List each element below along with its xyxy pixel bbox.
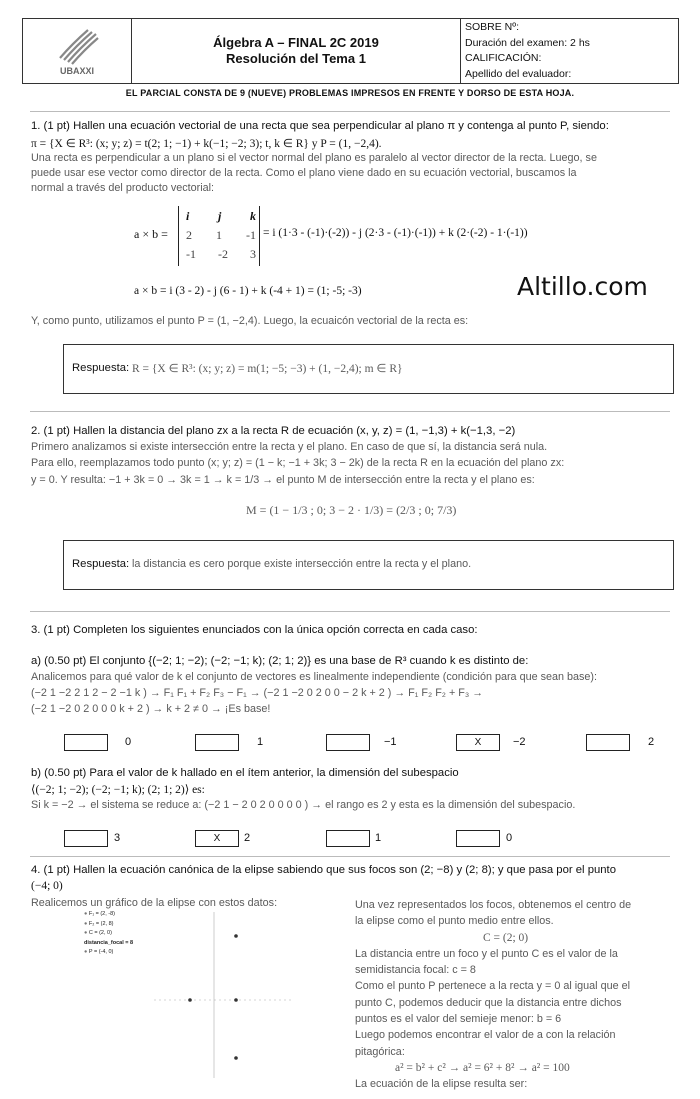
p4-r7: punto C, podemos deducir que la distancia entre dichos	[355, 996, 622, 1009]
p3b-option-box-3[interactable]	[326, 830, 370, 847]
p2-answer-box	[63, 540, 674, 590]
determinant-expansion: = i (1·3 - (-1)·(-2)) - j (2·3 - (-1)·(-1)) + k (2·(-2) - 1·(-1))	[263, 227, 528, 239]
point-p	[188, 998, 192, 1002]
m-r2c2: 1	[216, 228, 222, 242]
p2-explanation-3: y = 0. Y resulta: −1 + 3k = 0 → 3k = 1 → k = 1/3 → el punto M de intersección entre la recta y el plano es:	[31, 474, 535, 486]
p4-question-2: (−4; 0)	[31, 880, 63, 892]
p3a-question: a) (0.50 pt) El conjunto {(−2; 1; −2); (−2; −1; k); (2; 1; 2)} es una base de R³ cuando k es distinto de:	[31, 655, 529, 667]
p3b-option-box-4[interactable]	[456, 830, 500, 847]
graph-plot	[84, 910, 304, 1080]
info-cell	[461, 19, 679, 84]
p2-intersection-point: M = (1 − 1/3 ; 0; 3 − 2 · 1/3) = (2/3 ; 0; 7/3)	[246, 503, 457, 517]
p1-explanation-3: normal a través del producto vectorial:	[31, 182, 215, 194]
p1-explanation-1: Una recta es perpendicular a un plano si el vector normal del plano es paralelo al vector director de la recta. Luego, se	[31, 152, 597, 164]
p4-r1: Una vez representados los focos, obtenemos el centro de	[355, 899, 632, 911]
p3a-option-label-3: −1	[384, 736, 397, 748]
p3b-question-1: b) (0.50 pt) Para el valor de k hallado en el ítem anterior, la dimensión del subespacio	[31, 767, 459, 779]
legend-c: ● C = (2, 0)	[84, 930, 112, 936]
cross-product-result: a × b = i (3 - 2) - j (6 - 1) + k (-4 + 1) = (1; -5; -3)	[134, 285, 362, 297]
p4-r5: semidistancia focal: c = 8	[355, 964, 476, 977]
exam-title: Álgebra A – FINAL 2C 2019	[213, 35, 379, 50]
p3a-explanation-3: (−2 1 −2 0 2 0 0 0 k + 2 ) → k + 2 ≠ 0 → ¡Es base!	[31, 703, 271, 715]
p3b-option-label-1: 3	[114, 832, 121, 844]
p3b-question-2: ⟨(−2; 1; −2); (−2; −1; k); (2; 1; 2)⟩ es:	[31, 784, 205, 796]
info-duracion: Duración del examen: 2 hs	[465, 36, 590, 49]
m-r3c3: 3	[250, 247, 256, 261]
ellipse-graph	[84, 910, 304, 1080]
legend-distance: distancia_focal = 8	[84, 939, 134, 946]
m-r2c3: -1	[246, 228, 256, 242]
p4-question-1: 4. (1 pt) Hallen la ecuación canónica de la elipse sabiendo que sus focos son (2; −8) y (2; 8); y que pasa por el punto	[31, 864, 616, 876]
p1-answer-label: Respuesta:	[72, 362, 130, 374]
m-r1c2: j	[218, 209, 222, 223]
p3a-option-label-5: 2	[648, 736, 655, 748]
divider	[30, 856, 670, 857]
exam-header	[22, 18, 679, 84]
point-f1	[234, 1056, 238, 1060]
legend-f1: ● F₁ = (2, -8)	[84, 911, 116, 917]
p3a-option-label-4: −2	[513, 736, 526, 748]
watermark: Altillo.com	[517, 272, 648, 301]
divider	[30, 111, 670, 112]
legend-p: ● P = (-4, 0)	[84, 949, 114, 955]
p3b-explanation: Si k = −2 → el sistema se reduce a: (−2 1 − 2 0 2 0 0 0 0 ) → el rango es 2 y esta es la dimensión del subespacio.	[31, 799, 576, 811]
p1-question-line2: π = {X ∈ R³: (x; y; z) = t(2; 1; −1) + k(−1; −2; 3); t, k ∈ R} y P = (1, −2,4).	[31, 138, 382, 150]
p3a-option-box-4[interactable]: X	[456, 734, 500, 751]
p1-answer: R = {X ∈ R³: (x; y; z) = m(1; −5; −3) + (1, −2,4); m ∈ R}	[132, 363, 403, 375]
p3b-option-box-1[interactable]	[64, 830, 108, 847]
determinant-matrix	[186, 207, 256, 264]
p1-question-line1: 1. (1 pt) Hallen una ecuación vectorial de una recta que sea perpendicular al plano π y contenga al punto P, siendo:	[31, 120, 609, 132]
info-calificacion: CALIFICACIÓN:	[465, 52, 542, 64]
p3a-option-box-1[interactable]	[64, 734, 108, 751]
p1-explanation-4: Y, como punto, utilizamos el punto P = (1, −2,4). Luego, la ecuaicón vectorial de la recta es:	[31, 315, 469, 327]
point-c	[234, 998, 238, 1002]
exam-subtitle: Resolución del Tema 1	[226, 51, 366, 66]
logo-text: UBAXXI	[59, 65, 95, 76]
p3a-option-label-2: 1	[257, 736, 264, 748]
divider	[30, 611, 670, 612]
p4-r3: C = (2; 0)	[483, 931, 529, 944]
p3-question: 3. (1 pt) Completen los siguientes enunciados con la única opción correcta en cada caso:	[31, 624, 478, 636]
p3a-option-box-2[interactable]	[195, 734, 239, 751]
info-sobre: SOBRE Nº:	[465, 21, 520, 33]
p4-left-intro: Realicemos un gráfico de la elipse con estos datos:	[31, 897, 278, 909]
p3a-option-box-3[interactable]	[326, 734, 370, 751]
divider	[30, 411, 670, 412]
m-r2c1: 2	[186, 228, 192, 242]
p3b-option-box-2[interactable]: X	[195, 830, 239, 847]
p4-r6: Como el punto P pertenece a la recta y = 0 al igual que el	[355, 980, 630, 993]
p3a-option-box-5[interactable]	[586, 734, 630, 751]
p4-r2: la elipse como el punto medio entre ellos.	[355, 915, 554, 928]
p4-r10: pitagórica:	[355, 1045, 405, 1058]
cross-product-lhs: a × b =	[134, 227, 168, 241]
legend-f2: ● F₂ = (2, 8)	[84, 920, 114, 927]
exam-notice: EL PARCIAL CONSTA DE 9 (NUEVE) PROBLEMAS IMPRESOS EN FRENTE Y DORSO DE ESTA HOJA.	[125, 88, 575, 98]
p3a-explanation-2: (−2 1 −2 2 1 2 − 2 −1 k ) → F₁ F₁ + F₂ F₃ − F₁ → (−2 1 −2 0 2 0 0 − 2 k + 2 ) → F₁ F₂ F₂ + F₃ →	[31, 687, 484, 699]
p2-explanation-1: Primero analizamos si existe intersección entre la recta y el plano. En caso de que sí, la distancia será nula.	[31, 441, 548, 453]
p3b-option-label-2: 2	[244, 832, 251, 844]
p3a-explanation-1: Analicemos para qué valor de k el conjunto de vectores es linealmente independiente (condición para que sean base):	[31, 671, 597, 683]
m-r3c2: -2	[218, 247, 228, 261]
p2-question: 2. (1 pt) Hallen la distancia del plano zx a la recta R de ecuación (x, y, z) = (1, −1,3) + k(−1,3, −2)	[31, 425, 516, 437]
m-r1c3: k	[250, 209, 256, 223]
m-r3c1: -1	[186, 247, 196, 261]
p3a-option-label-1: 0	[125, 736, 132, 748]
ubaxxi-logo	[42, 24, 112, 76]
det-bar-right	[259, 206, 260, 266]
point-f2	[234, 934, 238, 938]
p4-r12: La ecuación de la elipse resulta ser:	[355, 1078, 528, 1091]
p4-right-column	[355, 897, 675, 1093]
m-r1c1: i	[186, 209, 190, 223]
p3b-option-label-3: 1	[375, 832, 382, 844]
p2-explanation-2: Para ello, reemplazamos todo punto (x; y; z) = (1 − k; −1 + 3k; 3 − 2k) de la recta R en la ecuación del plano zx:	[31, 457, 565, 469]
p1-explanation-2: puede usar ese vector como director de la recta. Como el plano viene dado en su ecuación vectorial, buscamos la	[31, 167, 577, 179]
title-cell	[132, 19, 461, 84]
p4-r9: Luego podemos encontrar el valor de a con la relación	[355, 1029, 616, 1042]
p2-answer: la distancia es cero porque existe intersección entre la recta y el plano.	[132, 558, 472, 570]
p4-r11: a² = b² + c² → a² = 6² + 8² → a² = 100	[395, 1061, 570, 1074]
p2-answer-label: Respuesta:	[72, 558, 130, 570]
det-bar-left	[178, 206, 179, 266]
p4-r8: puntos es el valor del semieje menor: b = 6	[355, 1013, 562, 1026]
p1-answer-box	[63, 344, 674, 394]
info-evaluador: Apellido del evaluador:	[465, 67, 572, 80]
p4-r4: La distancia entre un foco y el punto C es el valor de la	[355, 947, 618, 960]
p3b-option-label-4: 0	[506, 832, 513, 844]
logo-cell	[23, 19, 132, 84]
